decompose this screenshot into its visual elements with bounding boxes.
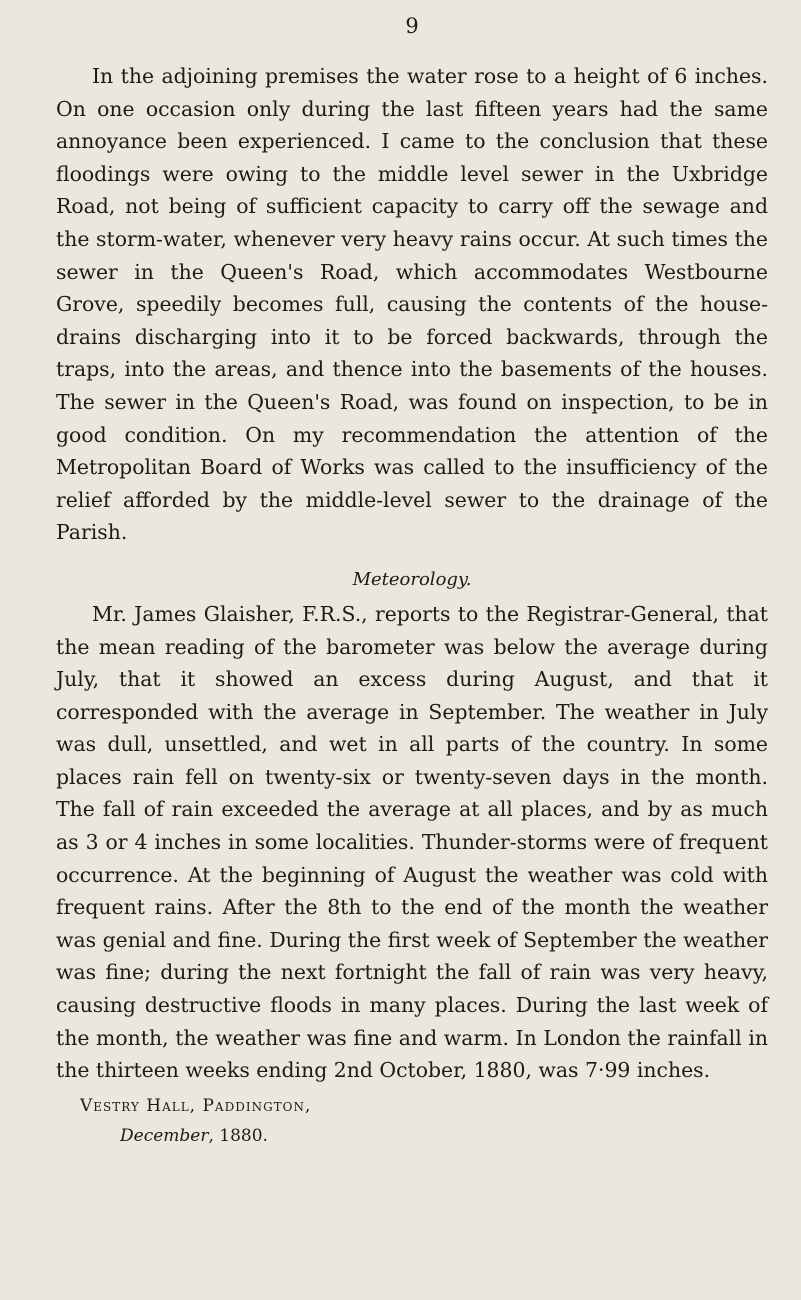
signoff bbox=[56, 1091, 768, 1151]
section-heading-meteorology: Meteorology. bbox=[352, 568, 472, 590]
page-number: 9 bbox=[405, 14, 419, 38]
signoff-month: December bbox=[120, 1125, 209, 1146]
signoff-year: , 1880. bbox=[208, 1125, 268, 1146]
paragraph-meteorology: Mr. James Glaisher, F.R.S., reports to the Registrar-General, that the mean reading of the barometer was below the average during July, that it showed an excess during August, and that it corresponded with the average in September. The weather in July was dull, unsettled, and wet in all parts of the country. In some places rain fell on twenty-six or twenty-seven days in the month. The fall of rain exceeded the average at all places, and by as much as 3 or 4 inches in some localities. Thunder-storms were of frequent occurrence. At the beginning of August the weather was cold with frequent rains. After the 8th to the end of the month the weather was genial and fine. During the first week of September the weather was fine; during the next fortnight the fall of rain was very heavy, causing destructive floods in many places. During the last week of the month, the weather was fine and warm. In London the rainfall in the thirteen weeks ending 2nd October, 1880, was 7·99 inches. bbox=[56, 601, 768, 1083]
paragraph-flooding: In the adjoining premises the water rose to a height of 6 inches. On one occasion only during the last fifteen years had the same annoyance been experienced. I came to the conclusion that these floodings were owing to the middle level sewer in the Uxbridge Road, not being of sufficient capacity to carry off the sewage and the storm-water, whenever very heavy rains occur. At such times the sewer in the Queen's Road, which accommodates Westbourne Grove, speedily becomes full, causing the contents of the house-drains discharging into it to be forced backwards, through the traps, into the areas, and thence into the basements of the houses. The sewer in the Queen's Road, was found on inspection, to be in good condition. On my recommendation the attention of the Metropolitan Board of Works was called to the insufficiency of the relief afforded by the middle-level sewer to the drainage of the Parish. bbox=[56, 64, 768, 545]
document-page bbox=[56, 14, 768, 1151]
signoff-place: Vestry Hall, Paddington, bbox=[80, 1095, 312, 1116]
signoff-date bbox=[56, 1121, 768, 1151]
